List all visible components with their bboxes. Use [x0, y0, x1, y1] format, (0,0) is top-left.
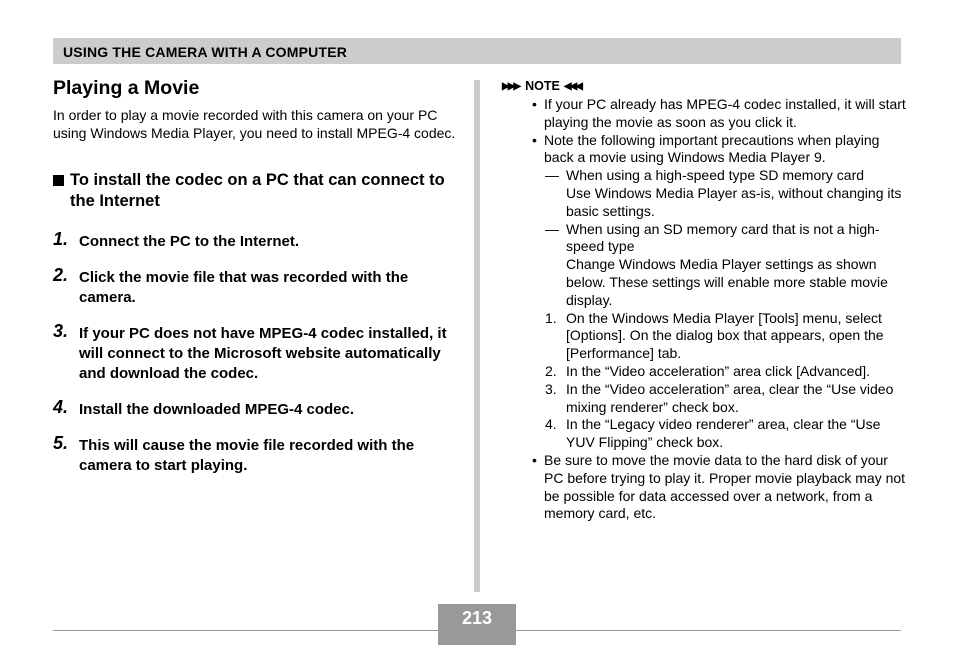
- note-dash-title: When using a high-speed type SD memory card: [566, 167, 865, 184]
- note-item-text: In the “Video acceleration” area, clear the “Use video mixing renderer” check box.: [566, 380, 894, 415]
- bullet-icon: •: [532, 131, 537, 148]
- note-dash-title: When using an SD memory card that is not a high-speed type: [566, 220, 880, 255]
- note-right-arrows-icon: ◀◀◀: [563, 81, 581, 93]
- note-bullet-text: Note the following important precautions when playing back a movie using Windows Media Player 9.: [544, 131, 880, 166]
- step-number: 5.: [53, 433, 69, 453]
- step-number: 3.: [53, 321, 69, 341]
- note-item-number: 3.: [545, 380, 557, 397]
- note-item-number: 4.: [545, 416, 557, 433]
- note-bullet: [502, 132, 906, 168]
- dash-icon: —: [545, 167, 559, 184]
- note-item-number: 2.: [545, 362, 557, 379]
- column-divider: [474, 80, 480, 592]
- note-item-number: 1.: [545, 309, 557, 326]
- intro-paragraph: In order to play a movie recorded with this camera on your PC using Windows Media Player, you need to install MPEG-4 codec.: [53, 107, 456, 141]
- step-item: [53, 434, 458, 476]
- step-item: [53, 266, 458, 308]
- dash-icon: —: [545, 220, 559, 237]
- step-text: If your PC does not have MPEG-4 codec installed, it will connect to the Microsoft website automatically and download the codec.: [79, 325, 447, 382]
- square-bullet-icon: [53, 175, 64, 186]
- step-text: This will cause the movie file recorded with the camera to start playing.: [79, 437, 415, 474]
- note-bullet-text: Be sure to move the movie data to the hard disk of your PC before trying to play it. Proper movie playback may not be possible for data accessed over a network, from a memory card, etc.: [544, 451, 906, 522]
- note-heading: [502, 78, 906, 96]
- note-item-text: On the Windows Media Player [Tools] menu, select [Options]. On the dialog box that appears, open the [Performance] tab.: [566, 309, 884, 362]
- left-column: [53, 76, 458, 490]
- note-dash-item: [502, 221, 906, 257]
- note-item-text: In the “Legacy video renderer” area, clear the “Use YUV Flipping” check box.: [566, 416, 881, 451]
- section-header-bar: [53, 38, 901, 64]
- note-numbered-item: [502, 310, 906, 363]
- step-list: [53, 230, 458, 476]
- note-bullet: [502, 96, 906, 132]
- note-item-text: In the “Video acceleration” area click [Advanced].: [566, 362, 871, 379]
- step-text: Click the movie file that was recorded with the camera.: [79, 269, 409, 306]
- step-number: 2.: [53, 265, 69, 285]
- bullet-icon: •: [532, 96, 537, 112]
- note-numbered-item: [502, 363, 906, 381]
- note-bullet: [502, 452, 906, 523]
- note-dash-body: Change Windows Media Player settings as shown below. These settings will enable more stable movie display.: [566, 256, 888, 308]
- note-dash-body: Use Windows Media Player as-is, without changing its basic settings.: [566, 184, 902, 219]
- note-dash-item: [502, 167, 906, 185]
- bullet-icon: •: [532, 451, 537, 468]
- step-item: [53, 230, 458, 252]
- page-number: 213: [438, 604, 516, 645]
- procedure-heading: [53, 170, 458, 212]
- note-column: [502, 78, 906, 523]
- note-numbered-item: [502, 416, 906, 452]
- step-text: Install the downloaded MPEG-4 codec.: [79, 401, 355, 418]
- section-header-title: USING THE CAMERA WITH A COMPUTER: [63, 44, 348, 60]
- step-item: [53, 322, 458, 384]
- note-numbered-item: [502, 381, 906, 417]
- procedure-heading-text: To install the codec on a PC that can connect to the Internet: [70, 171, 445, 210]
- step-number: 4.: [53, 397, 69, 417]
- step-text: Connect the PC to the Internet.: [79, 233, 300, 250]
- step-number: 1.: [53, 229, 69, 249]
- step-item: [53, 398, 458, 420]
- page-title: Playing a Movie: [53, 77, 200, 99]
- note-label: NOTE: [525, 79, 560, 94]
- note-bullet-text: If your PC already has MPEG-4 codec installed, it will start playing the movie as soon as you click it.: [544, 96, 906, 130]
- note-left-arrows-icon: ▶▶▶: [502, 81, 520, 93]
